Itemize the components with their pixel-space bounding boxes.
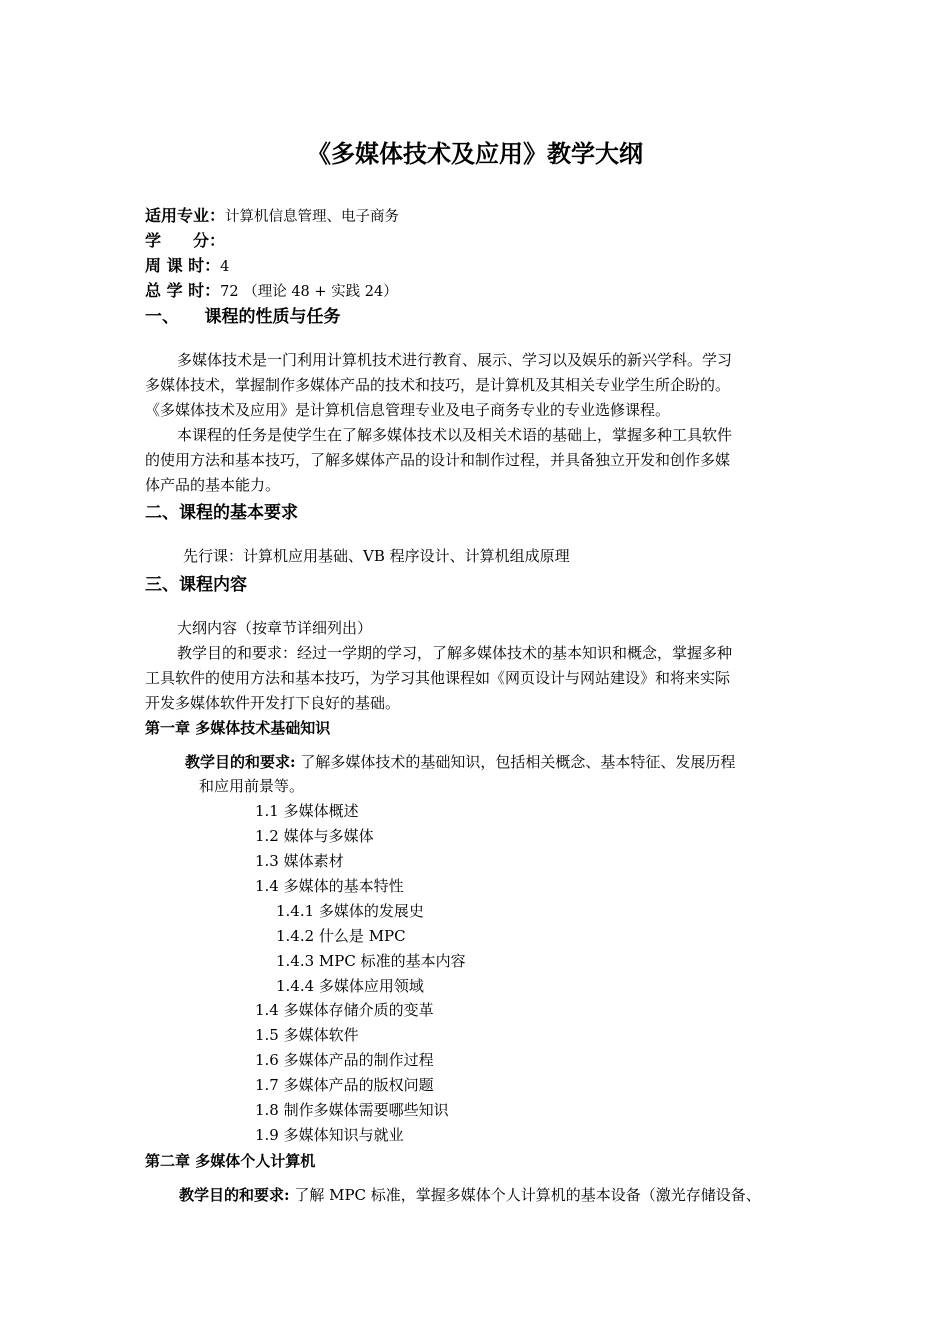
paragraph-line: 教学目的和要求：经过一学期的学习，了解多媒体技术的基本知识和概念，掌握多种 [177,644,733,662]
paragraph-line: 多媒体技术，掌握制作多媒体产品的技术和技巧，是计算机及其相关专业学生所企盼的。 [145,376,731,394]
requirements-text: 了解 MPC 标准，掌握多媒体个人计算机的基本设备（激光存储设备、 [289,1186,761,1204]
requirements-label: 教学目的和要求: [185,753,296,771]
chapter-heading-1: 第一章 多媒体技术基础知识 [145,719,331,737]
chapter-requirements [185,751,735,772]
chapter-heading-2: 第二章 多媒体个人计算机 [145,1152,316,1170]
meta-value: 计算机信息管理、电子商务 [225,209,400,225]
section-heading-3: 三、课程内容 [145,575,247,595]
paragraph-line: 本课程的任务是使学生在了解多媒体技术以及相关术语的基础上，掌握多种工具软件 [177,426,733,444]
toc-item: 1.9 多媒体知识与就业 [255,1126,404,1144]
toc-item: 1.3 媒体素材 [255,852,344,870]
toc-item: 1.6 多媒体产品的制作过程 [255,1051,434,1069]
requirements-text: 了解多媒体技术的基础知识，包括相关概念、基本特征、发展历程 [295,753,736,771]
meta-credits [145,228,225,251]
chapter-requirements [179,1184,761,1205]
meta-value: 4 [220,259,230,275]
meta-total-hours [145,278,398,301]
paragraph-line: 开发多媒体软件开发打下良好的基础。 [145,694,401,712]
toc-subitem: 1.4.1 多媒体的发展史 [276,902,424,920]
requirements-label: 教学目的和要求: [179,1186,290,1204]
toc-item: 1.5 多媒体软件 [255,1026,359,1044]
meta-key: 适用专业： [145,206,226,225]
meta-major [145,203,399,226]
paragraph-line: 体产品的基本能力。 [145,476,281,494]
paragraph-line: 工具软件的使用方法和基本技巧，为学习其他课程如《网页设计与网站建设》和将来实际 [145,669,731,687]
toc-item: 1.4 多媒体的基本特性 [255,877,404,895]
toc-item: 1.1 多媒体概述 [255,802,359,820]
paragraph-line: 《多媒体技术及应用》是计算机信息管理专业及电子商务专业的专业选修课程。 [145,401,671,419]
meta-key: 周 课 时： [145,256,221,275]
toc-item: 1.4 多媒体存储介质的变革 [255,1001,434,1019]
paragraph-line: 大纲内容（按章节详细列出） [177,619,373,637]
toc-item: 1.8 制作多媒体需要哪些知识 [255,1101,449,1119]
meta-key: 学 分： [145,231,226,250]
toc-item: 1.2 媒体与多媒体 [255,827,374,845]
paragraph-line: 多媒体技术是一门利用计算机技术进行教育、展示、学习以及娱乐的新兴学科。学习 [177,351,733,369]
section-heading-1: 一、 课程的性质与任务 [145,307,341,327]
meta-weekly-hours [145,253,229,276]
document-title: 《多媒体技术及应用》教学大纲 [307,140,643,168]
prerequisite-line: 先行课：计算机应用基础、VB 程序设计、计算机组成原理 [183,547,570,565]
paragraph-line: 的使用方法和基本技巧，了解多媒体产品的设计和制作过程，并具备独立开发和创作多媒 [145,451,731,469]
section-heading-2: 二、课程的基本要求 [145,503,298,523]
chapter-requirements-cont: 和应用前景等。 [199,777,305,795]
meta-value: 72 （理论 48 + 实践 24） [220,284,398,300]
toc-subitem: 1.4.4 多媒体应用领域 [276,977,424,995]
toc-subitem: 1.4.3 MPC 标准的基本内容 [276,952,466,970]
meta-key: 总 学 时： [145,281,221,300]
toc-subitem: 1.4.2 什么是 MPC [276,927,406,945]
toc-item: 1.7 多媒体产品的版权问题 [255,1076,434,1094]
